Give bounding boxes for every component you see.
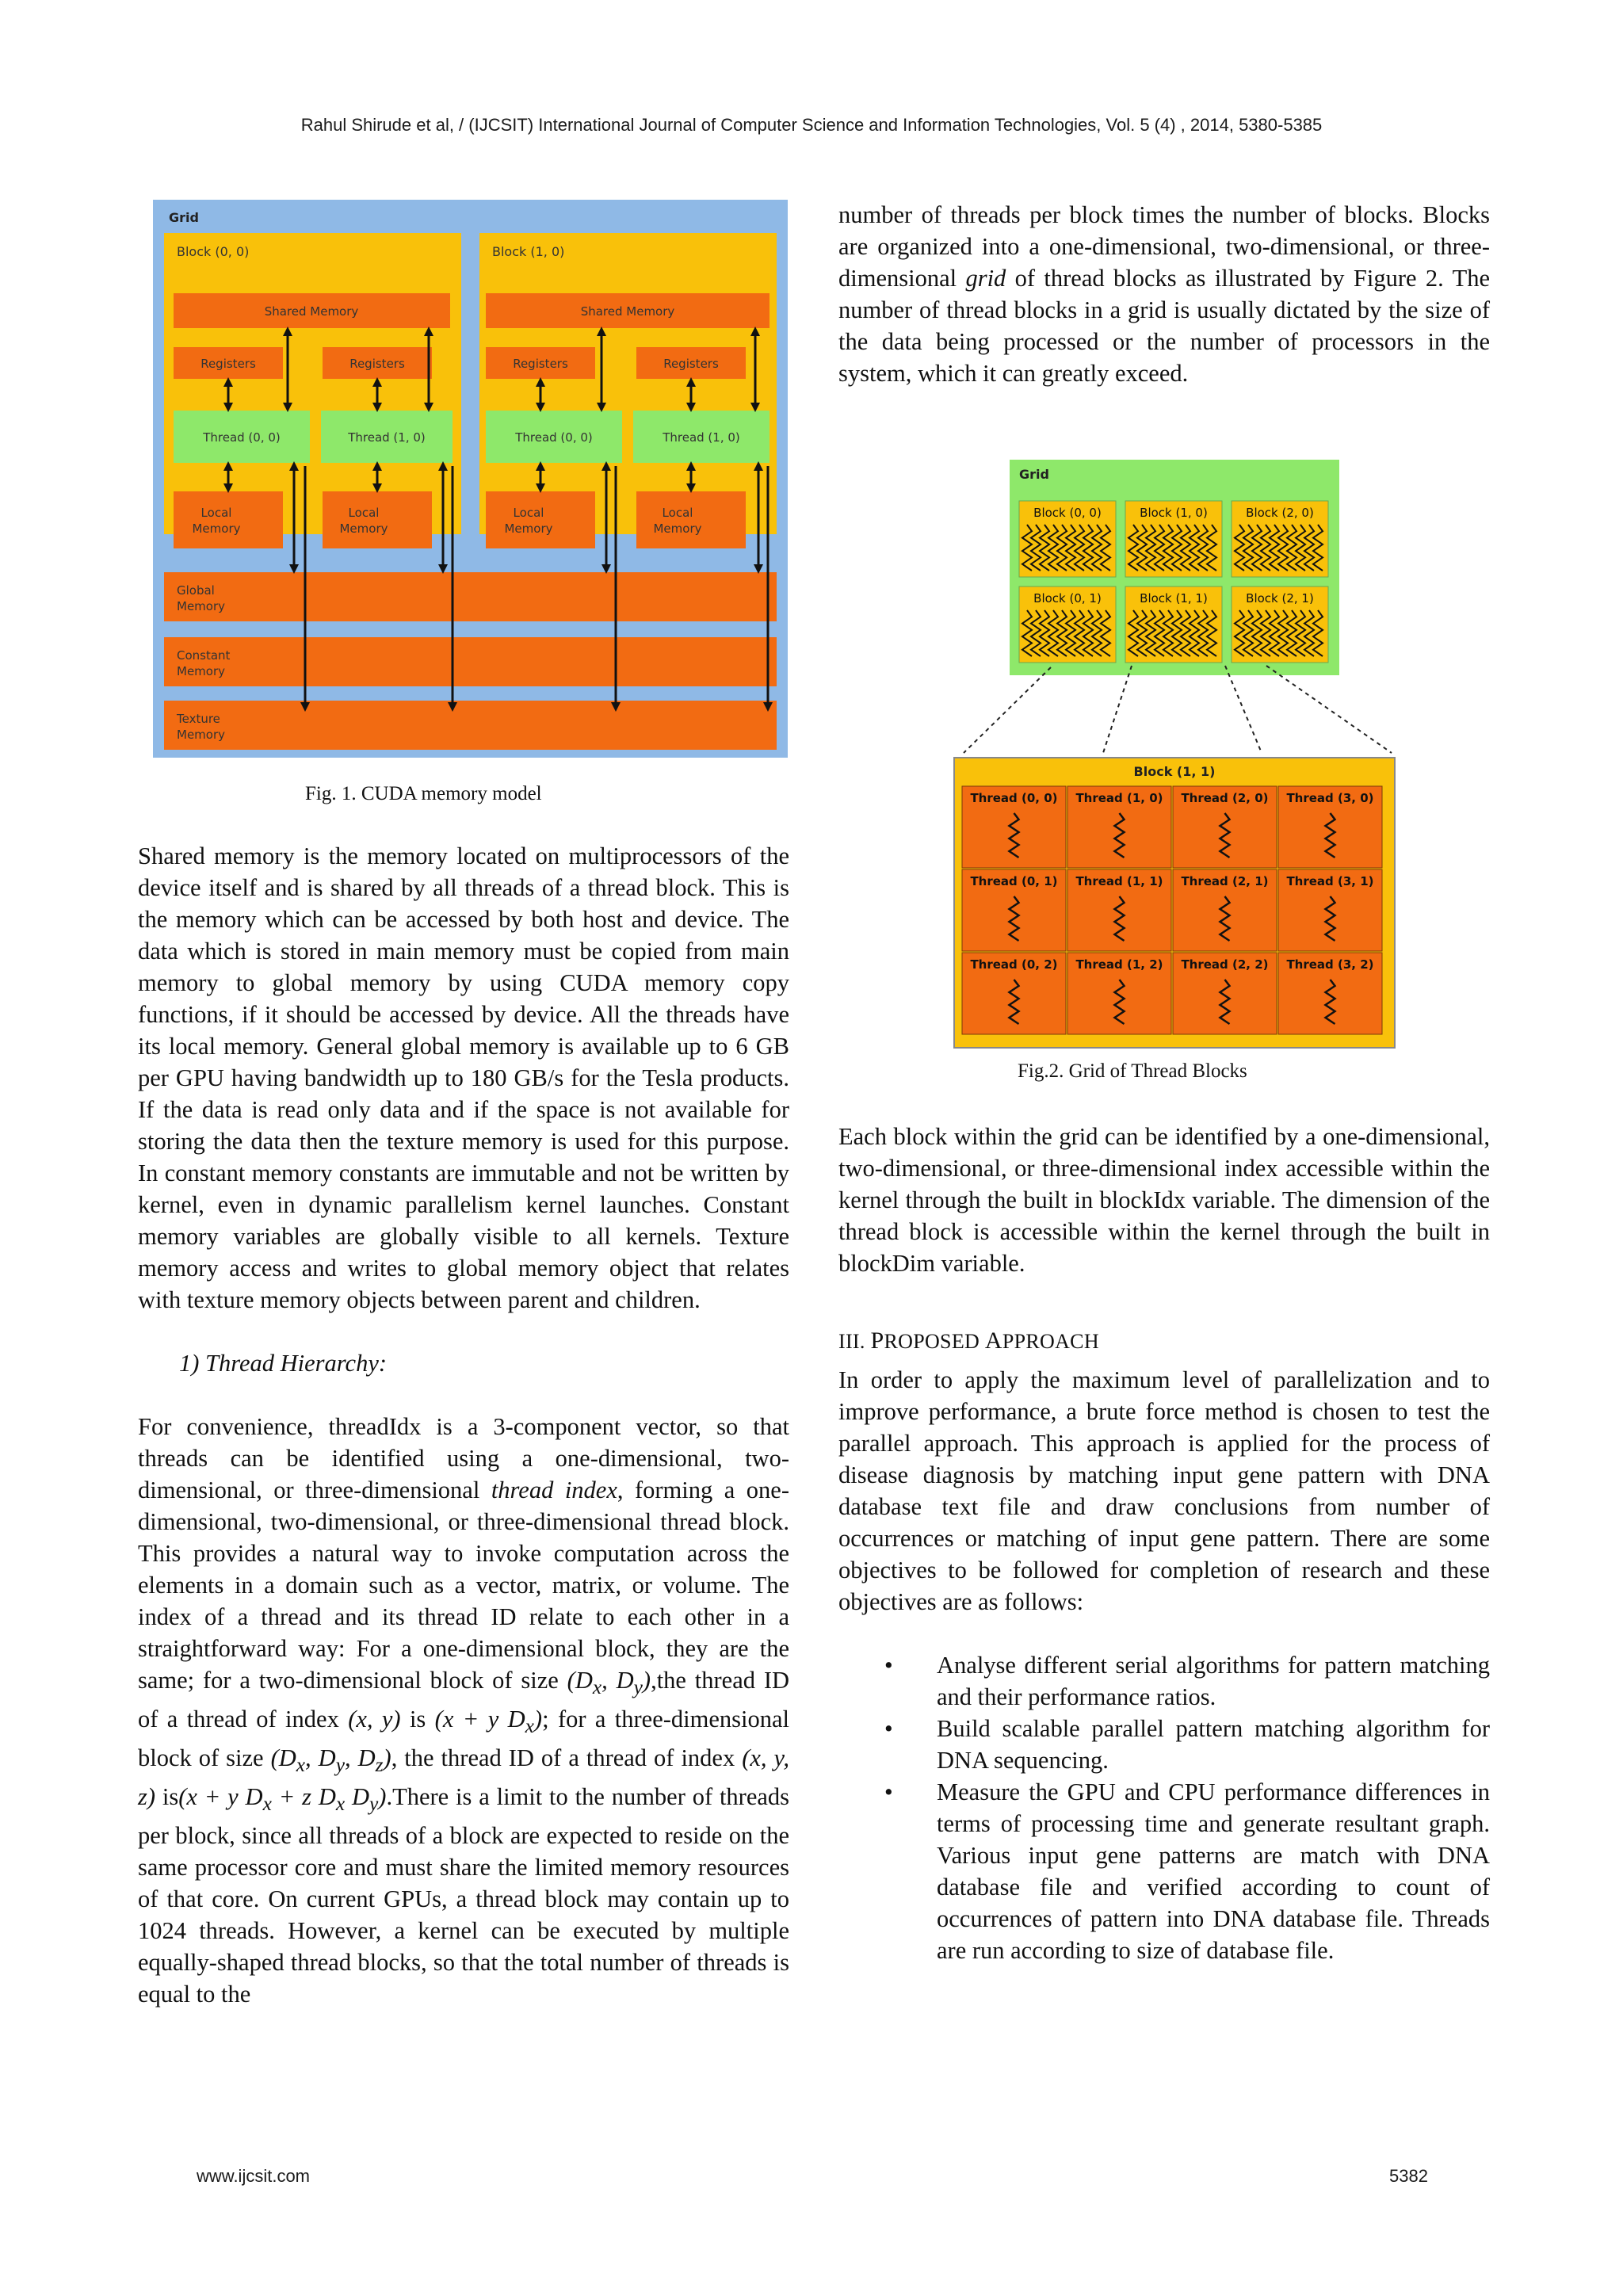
local-memory-right-b-l1: Local [662, 506, 693, 520]
thread-block-grid-diagram [948, 458, 1396, 1051]
objective-item: • Analyse different serial algorithms for pattern matching and their performance ratios. [838, 1649, 1490, 1713]
thread-cell-label: Thread (3, 0) [1286, 791, 1374, 805]
thread-left-a-label: Thread (0, 0) [203, 430, 281, 445]
footer-page-number: 5382 [1389, 2166, 1428, 2186]
constant-memory [164, 637, 777, 686]
block-0-0 [164, 233, 461, 534]
footer-website: www.ijcsit.com [197, 2166, 311, 2186]
thread-cell-label: Thread (0, 0) [970, 791, 1058, 805]
bullet-icon: • [884, 1715, 893, 1742]
thread-cell-label: Thread (1, 0) [1075, 791, 1163, 805]
cuda-memory-diagram [153, 200, 788, 758]
zoom-lines [964, 666, 1392, 753]
global-memory [164, 572, 777, 621]
zoomed-block-title: Block (1, 1) [1133, 764, 1216, 779]
section-heading-proposed-approach: III. PROPOSED APPROACH [838, 1328, 1099, 1354]
thread-cell-label: Thread (0, 1) [970, 874, 1058, 888]
left-column [138, 840, 789, 2010]
bullet-icon: • [884, 1778, 893, 1805]
thread-cell-label: Thread (3, 1) [1286, 874, 1374, 888]
grid-block-label: Block (1, 0) [1140, 506, 1208, 520]
texture-memory-l2: Memory [177, 728, 226, 742]
thread-cell-label: Thread (1, 2) [1075, 957, 1163, 972]
shared-memory-paragraph: Shared memory is the memory located on multiprocessors of the device itself and is shared by all threads of a thread block. This is the memory which can be accessed by both host and device. The data which is stored in main memory must be copied from main memory to global memory by using CUDA memory copy functions, if it should be accessed by device. All the threads have its local memory. General global memory is available up to 6 GB per GPU having bandwidth up to 180 GB/s for the Tesla products. If the data is read only data and if the space is not available for storing the data then the texture memory is used for this purpose. In constant memory constants are immutable and not be written by kernel, even in dynamic parallelism kernel launches. Constant memory variables are globally visible to all kernels. Texture memory access and writes to global memory object that relates with texture memory objects between parent and children. [138, 842, 789, 1313]
block-0-0-label: Block (0, 0) [177, 244, 250, 259]
constant-memory-l2: Memory [177, 664, 226, 678]
local-memory-right-b [636, 491, 746, 548]
objectives-list [838, 1649, 1490, 1966]
global-memory-l1: Global [177, 583, 215, 598]
grid-2-label: Grid [1019, 467, 1049, 482]
texture-memory-l1: Texture [177, 712, 220, 726]
figure-cuda-memory-model [153, 200, 788, 758]
grid-block-label: Block (0, 0) [1033, 506, 1102, 520]
thread-cell-label: Thread (2, 1) [1181, 874, 1269, 888]
figure-grid-of-thread-blocks [948, 458, 1396, 1051]
grid-block-label: Block (0, 1) [1033, 591, 1102, 606]
shared-memory-right-label: Shared Memory [580, 304, 675, 319]
registers-right-a-label: Registers [513, 357, 568, 371]
local-memory-right-a-l1: Local [513, 506, 544, 520]
local-memory-left-a-l2: Memory [192, 521, 241, 536]
block-1-0-label: Block (1, 0) [492, 244, 565, 259]
right-column-top [838, 199, 1490, 389]
thread-cell-label: Thread (2, 0) [1181, 791, 1269, 805]
constant-memory-l1: Constant [177, 648, 231, 663]
right-column-bottom [838, 1121, 1490, 1966]
local-memory-left-b [323, 491, 432, 548]
grid-block-label: Block (1, 1) [1140, 591, 1208, 606]
block-1-0 [479, 233, 777, 534]
local-memory-left-a [174, 491, 283, 548]
thread-cell-label: Thread (0, 2) [970, 957, 1058, 972]
grid-block-label: Block (2, 0) [1246, 506, 1314, 520]
thread-cell-label: Thread (1, 1) [1075, 874, 1163, 888]
running-header: Rahul Shirude et al, / (IJCSIT) International Journal of Computer Science and Information Technologies, Vol. 5 (4) , 2014, 5380-5385 [300, 115, 1323, 135]
local-memory-right-a [486, 491, 595, 548]
local-memory-right-a-l2: Memory [504, 521, 553, 536]
local-memory-left-b-l2: Memory [339, 521, 388, 536]
thread-hierarchy-heading: 1) Thread Hierarchy: [179, 1350, 388, 1377]
registers-left-b-label: Registers [349, 357, 405, 371]
grid-block-label: Block (2, 1) [1246, 591, 1314, 606]
objective-item: • Measure the GPU and CPU performance differences in terms of processing time and generate resultant graph. Various input gene patterns are match with DNA database file and verified according to count of occurrences of pattern into DNA database file. Threads are run according to size of database file. [838, 1776, 1490, 1966]
block-index-paragraph: Each block within the grid can be identified by a one-dimensional, two-dimensional, or three-dimensional index accessible within the kernel through the built in blockIdx variable. The dimension of the thread block is accessible within the kernel through the built in blockDim variable. [838, 1123, 1490, 1277]
thread-right-b-label: Thread (1, 0) [663, 430, 740, 445]
registers-right-b-label: Registers [663, 357, 719, 371]
local-memory-right-b-l2: Memory [653, 521, 702, 536]
thread-cell-label: Thread (3, 2) [1286, 957, 1374, 972]
thread-right-a-label: Thread (0, 0) [515, 430, 593, 445]
thread-hierarchy-paragraph: For convenience, threadIdx is a 3-component vector, so that threads can be identified using a one-dimensional, two-dimensional, or three-dimensional thread index, forming a one-dimensional, two-dimensional, or three-dimensional thread block. This provides a natural way to invoke computation across the elements in a domain such as a vector, matrix, or volume. The index of a thread and its thread ID relate to each other in a straightforward way: For a one-dimensional block, they are the same; for a two-dimensional block of size ($D_x$, $D_y),the$ thread ID of a thread of index (x, y) is (x + y $D_x$); for a three-dimensional block of size ($D_x$, $D_y$, $D_z$), the thread ID of a thread of index (x, y, z) is(x + y $D_x + z$ $D_x$ $D_y).There$ is a limit to the number of threads per block, since all threads of a block are expected to reside on the same processor core and must share the limited memory resources of that core. On current GPUs, a thread block may contain up to 1024 threads. However, a kernel can be executed by multiple equally-shaped thread blocks, so that the total number of threads is equal to the [138, 1413, 790, 2008]
approach-paragraph: In order to apply the maximum level of parallelization and to improve performance, a brute force method is chosen to test the parallel approach. This approach is applied for the process of disease diagnosis by matching input gene pattern with DNA database text file and draw conclusions from number of occurrences or matching of input gene pattern. There are some objectives to be followed for completion of research and these objectives are as follows: [838, 1366, 1490, 1615]
figure-2-caption: Fig.2. Grid of Thread Blocks [1018, 1060, 1247, 1082]
figure-1-caption: Fig. 1. CUDA memory model [305, 783, 542, 804]
objective-item: • Build scalable parallel pattern matching algorithm for DNA sequencing. [838, 1713, 1490, 1776]
local-memory-left-b-l1: Local [348, 506, 380, 520]
thread-left-b-label: Thread (1, 0) [348, 430, 426, 445]
grid-label: Grid [169, 210, 199, 225]
shared-memory-left-label: Shared Memory [264, 304, 359, 319]
thread-cell-label: Thread (2, 2) [1181, 957, 1269, 972]
grid-paragraph: number of threads per block times the number of blocks. Blocks are organized into a one-dimensional, two-dimensional, or three-dimensional grid of thread blocks as illustrated by Figure 2. The number of thread blocks in a grid is usually dictated by the size of the data being processed or the number of processors in the system, which it can greatly exceed. [838, 201, 1490, 387]
texture-memory [164, 701, 777, 750]
local-memory-left-a-l1: Local [200, 506, 232, 520]
bullet-icon: • [884, 1652, 893, 1679]
registers-left-a-label: Registers [200, 357, 256, 371]
global-memory-l2: Memory [177, 599, 226, 613]
